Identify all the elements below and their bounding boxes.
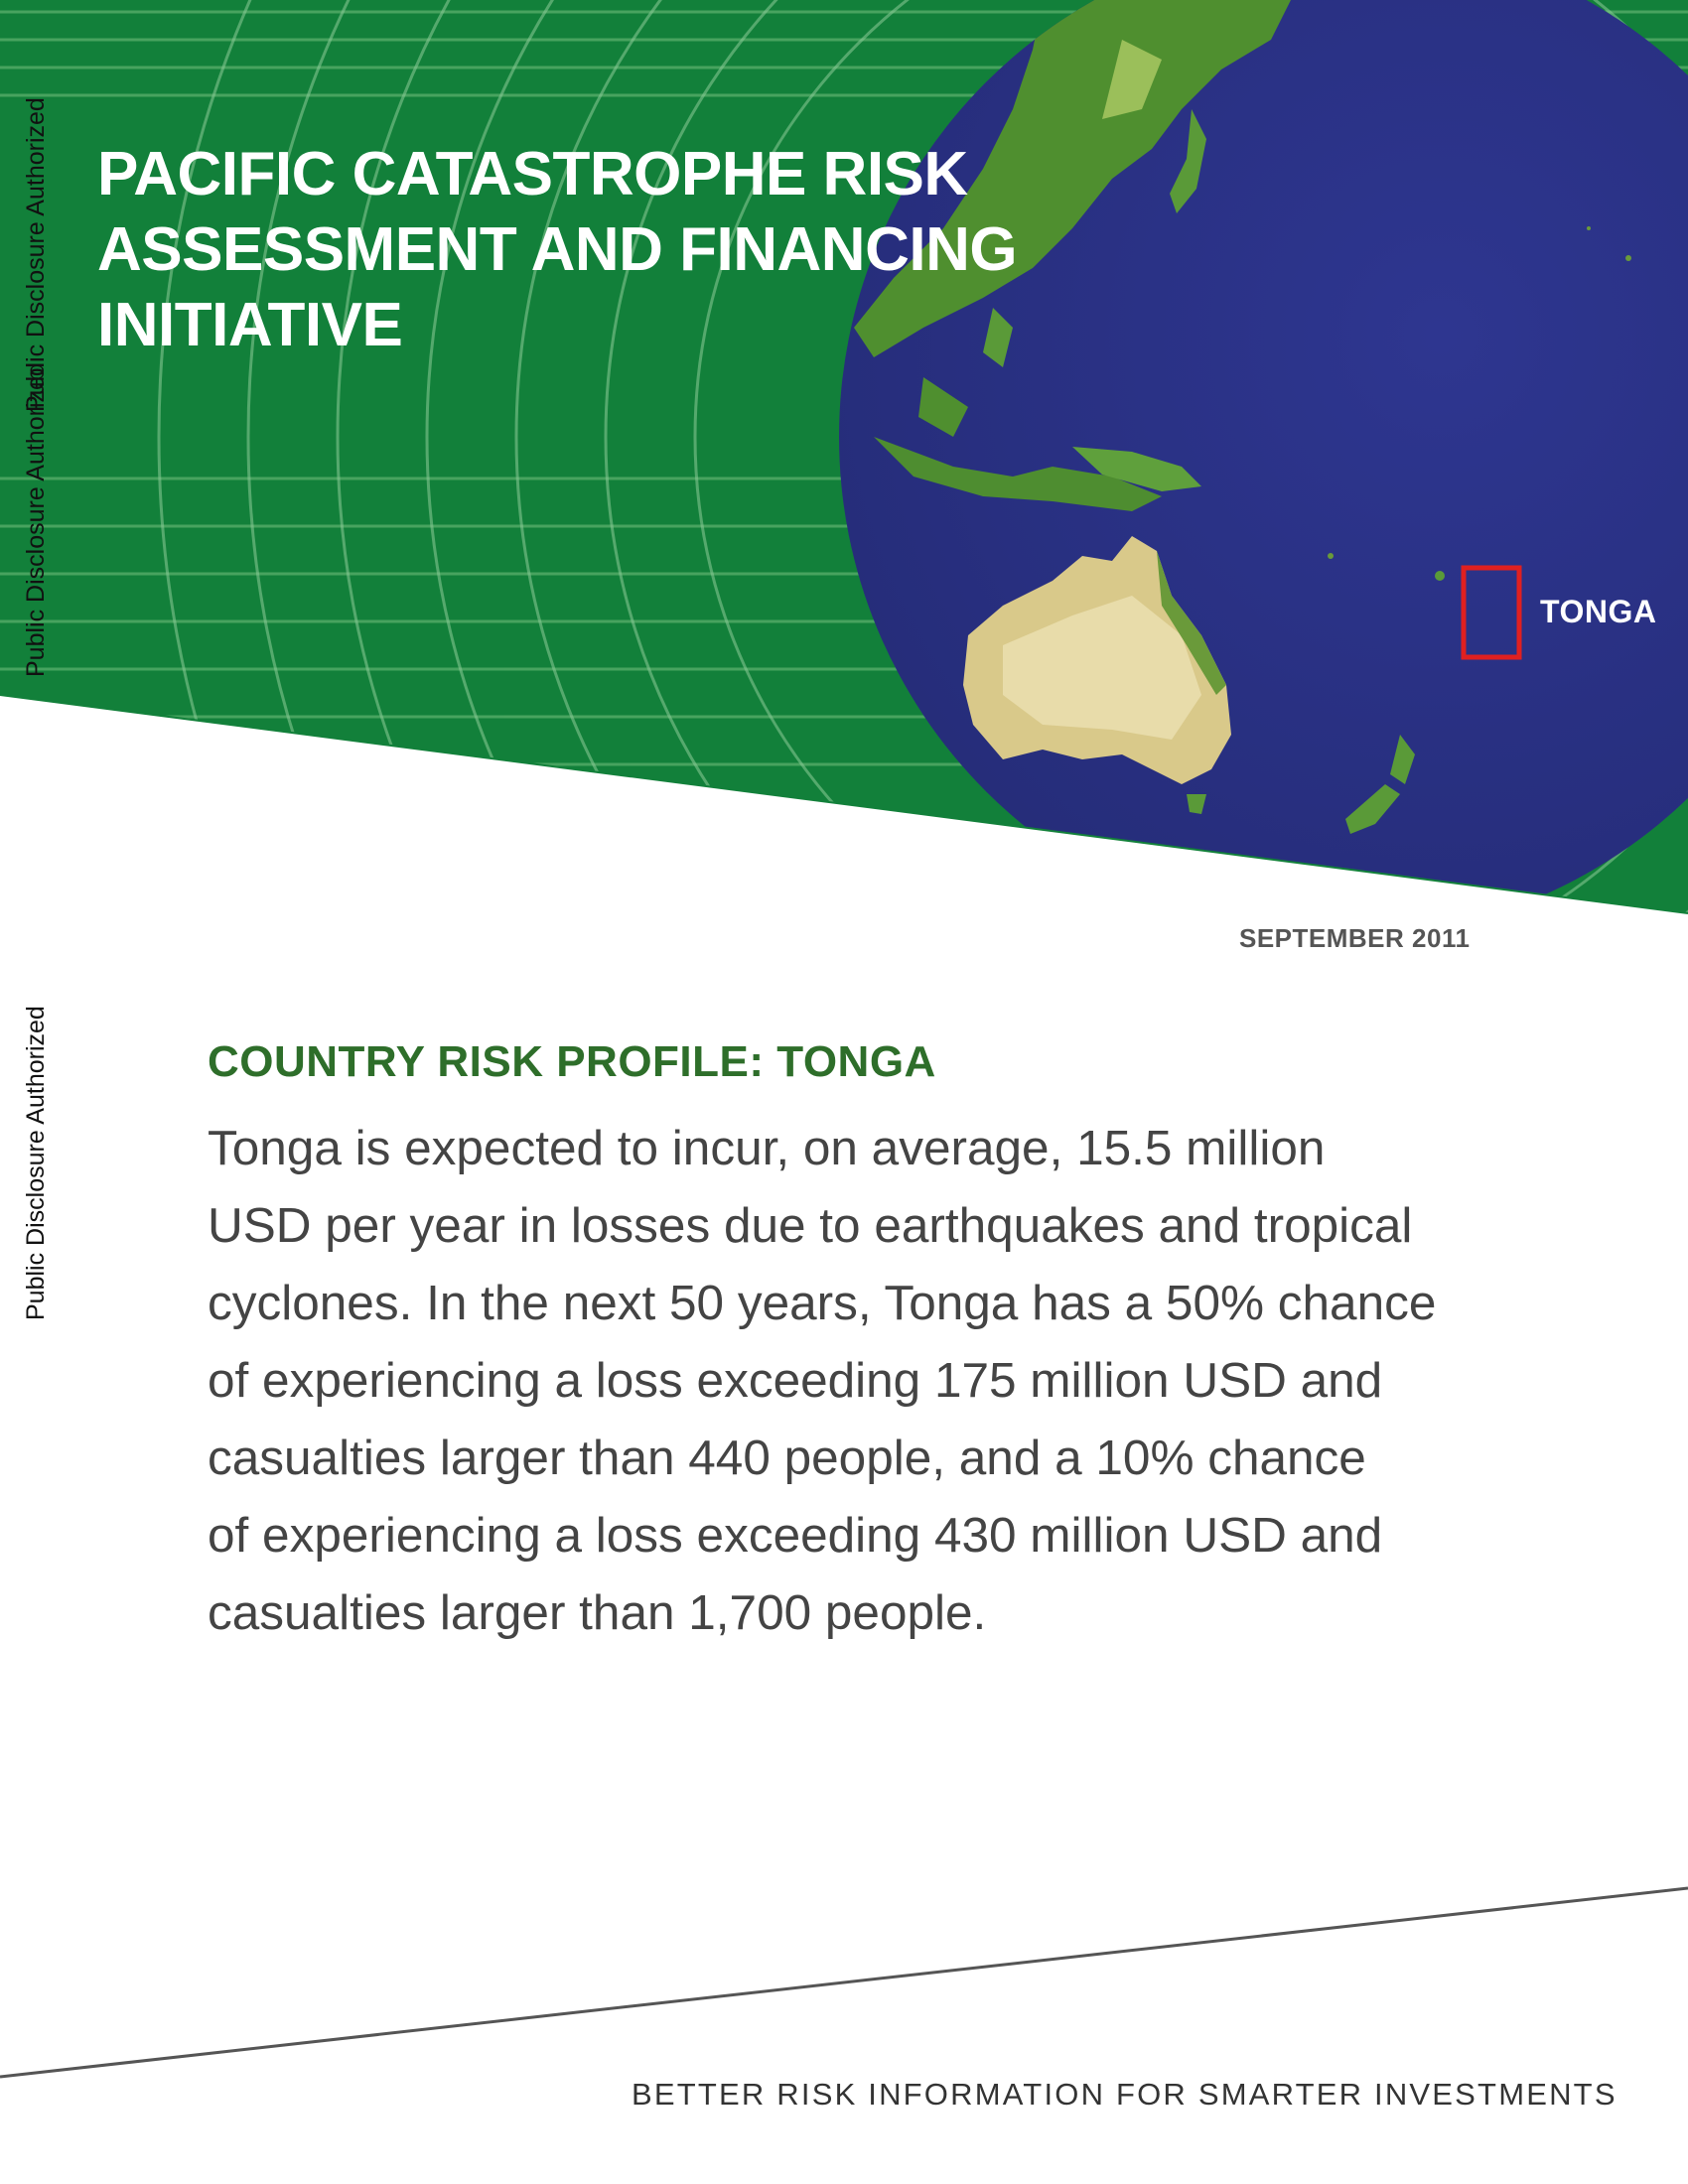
- side-watermark: Public Disclosure Authorized: [22, 362, 50, 677]
- report-title: [97, 137, 1090, 363]
- diagonal-divider: [0, 1866, 1688, 2105]
- summary-line: Tonga is expected to incur, on average, 15.5 million: [208, 1121, 1326, 1175]
- side-watermark: Public Disclosure Authorized: [22, 1006, 50, 1320]
- profile-heading: COUNTRY RISK PROFILE: TONGA: [208, 1037, 936, 1086]
- map-label-tonga: TONGA: [1540, 594, 1657, 629]
- summary-line: casualties larger than 440 people, and a 10% chance: [208, 1431, 1366, 1485]
- cover-banner: [0, 0, 1688, 923]
- title-line: ASSESSMENT AND FINANCING: [97, 215, 1018, 284]
- summary-line: USD per year in losses due to earthquakes and tropical: [208, 1198, 1413, 1253]
- publication-date: SEPTEMBER 2011: [1239, 923, 1471, 953]
- title-line: PACIFIC CATASTROPHE RISK: [97, 140, 968, 208]
- summary-line: of experiencing a loss exceeding 175 million USD and: [208, 1353, 1383, 1408]
- summary-line: of experiencing a loss exceeding 430 million USD and: [208, 1508, 1383, 1563]
- summary-line: cyclones. In the next 50 years, Tonga has a 50% chance: [208, 1276, 1437, 1330]
- profile-summary: [208, 1110, 1528, 1652]
- footer-tagline: BETTER RISK INFORMATION FOR SMARTER INVESTMENTS: [632, 2077, 1618, 2112]
- summary-line: casualties larger than 1,700 people.: [208, 1585, 987, 1640]
- side-watermark: Public Disclosure Authorized: [22, 97, 50, 412]
- title-line: INITIATIVE: [97, 291, 403, 359]
